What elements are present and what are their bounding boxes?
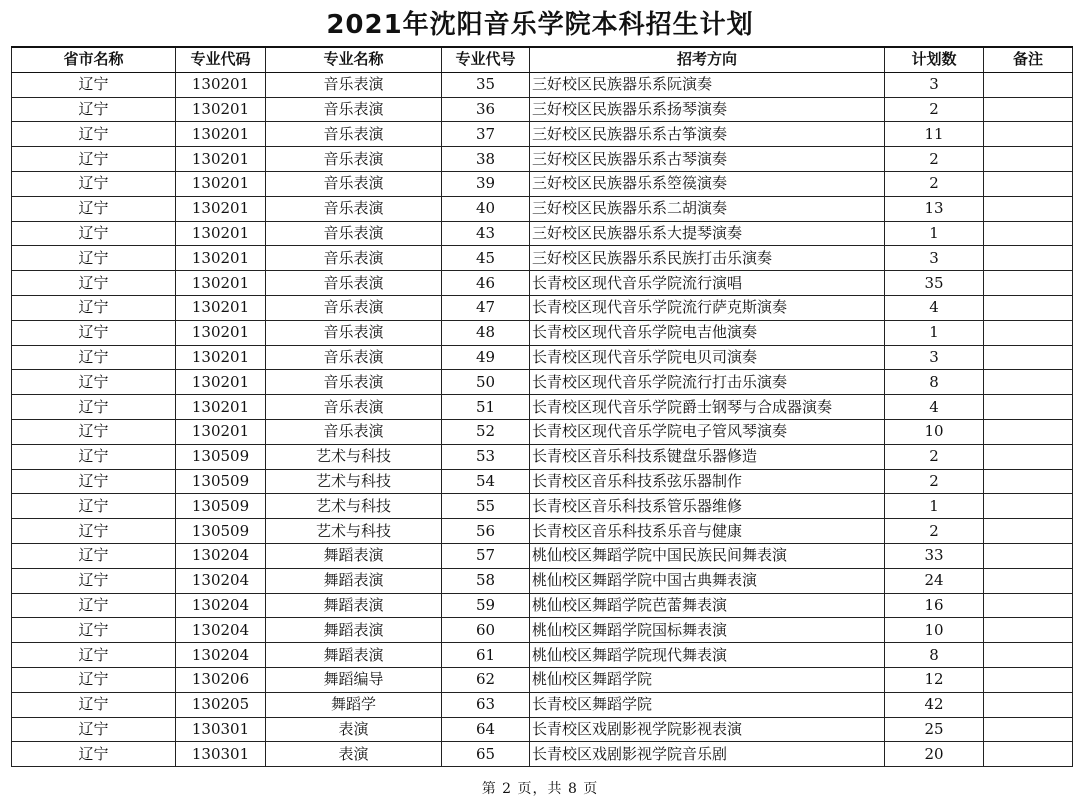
cell-major-number: 36 — [442, 97, 530, 122]
cell-remarks — [984, 72, 1073, 97]
cell-major-name: 表演 — [266, 742, 442, 767]
header-plan-count: 计划数 — [885, 47, 984, 72]
cell-remarks — [984, 271, 1073, 296]
cell-plan-count: 10 — [885, 618, 984, 643]
cell-province: 辽宁 — [12, 147, 176, 172]
table-row — [12, 97, 1073, 122]
cell-plan-count: 35 — [885, 271, 984, 296]
cell-province: 辽宁 — [12, 494, 176, 519]
cell-major-number: 65 — [442, 742, 530, 767]
cell-plan-count: 2 — [885, 97, 984, 122]
table-row — [12, 667, 1073, 692]
cell-remarks — [984, 494, 1073, 519]
cell-plan-count: 33 — [885, 543, 984, 568]
cell-major-name: 音乐表演 — [266, 271, 442, 296]
table-row — [12, 643, 1073, 668]
cell-remarks — [984, 97, 1073, 122]
cell-direction: 三好校区民族器乐系古筝演奏 — [530, 122, 885, 147]
cell-major-name: 音乐表演 — [266, 320, 442, 345]
cell-major-name: 音乐表演 — [266, 122, 442, 147]
cell-major-number: 43 — [442, 221, 530, 246]
cell-major-code: 130206 — [176, 667, 266, 692]
cell-direction: 长青校区现代音乐学院电吉他演奏 — [530, 320, 885, 345]
table-row — [12, 717, 1073, 742]
cell-direction: 长青校区音乐科技系管乐器维修 — [530, 494, 885, 519]
cell-major-number: 35 — [442, 72, 530, 97]
cell-remarks — [984, 519, 1073, 544]
cell-direction: 三好校区民族器乐系大提琴演奏 — [530, 221, 885, 246]
table-row — [12, 444, 1073, 469]
cell-direction: 桃仙校区舞蹈学院国标舞表演 — [530, 618, 885, 643]
cell-major-code: 130201 — [176, 419, 266, 444]
cell-major-code: 130201 — [176, 246, 266, 271]
cell-plan-count: 25 — [885, 717, 984, 742]
enrollment-plan-table — [11, 46, 1073, 767]
table-row — [12, 395, 1073, 420]
cell-major-code: 130205 — [176, 692, 266, 717]
cell-direction: 长青校区音乐科技系键盘乐器修造 — [530, 444, 885, 469]
cell-province: 辽宁 — [12, 395, 176, 420]
cell-major-code: 130201 — [176, 295, 266, 320]
cell-province: 辽宁 — [12, 469, 176, 494]
cell-plan-count: 8 — [885, 643, 984, 668]
table-row — [12, 295, 1073, 320]
cell-major-name: 舞蹈表演 — [266, 543, 442, 568]
cell-major-code: 130201 — [176, 196, 266, 221]
cell-major-code: 130201 — [176, 271, 266, 296]
cell-major-number: 49 — [442, 345, 530, 370]
cell-plan-count: 3 — [885, 345, 984, 370]
cell-province: 辽宁 — [12, 444, 176, 469]
cell-major-code: 130201 — [176, 320, 266, 345]
cell-major-code: 130201 — [176, 147, 266, 172]
header-major-number: 专业代号 — [442, 47, 530, 72]
cell-direction: 桃仙校区舞蹈学院中国古典舞表演 — [530, 568, 885, 593]
table-row — [12, 196, 1073, 221]
cell-major-code: 130509 — [176, 469, 266, 494]
table-row — [12, 122, 1073, 147]
cell-remarks — [984, 295, 1073, 320]
table-row — [12, 692, 1073, 717]
cell-major-name: 舞蹈编导 — [266, 667, 442, 692]
cell-major-name: 音乐表演 — [266, 72, 442, 97]
cell-major-number: 62 — [442, 667, 530, 692]
cell-remarks — [984, 692, 1073, 717]
cell-plan-count: 16 — [885, 593, 984, 618]
cell-major-code: 130201 — [176, 370, 266, 395]
cell-major-name: 音乐表演 — [266, 246, 442, 271]
cell-remarks — [984, 345, 1073, 370]
cell-direction: 长青校区现代音乐学院电贝司演奏 — [530, 345, 885, 370]
cell-plan-count: 11 — [885, 122, 984, 147]
cell-major-number: 48 — [442, 320, 530, 345]
header-direction: 招考方向 — [530, 47, 885, 72]
cell-major-code: 130201 — [176, 122, 266, 147]
cell-major-code: 130201 — [176, 395, 266, 420]
cell-plan-count: 2 — [885, 469, 984, 494]
header-province: 省市名称 — [12, 47, 176, 72]
cell-major-name: 艺术与科技 — [266, 444, 442, 469]
cell-province: 辽宁 — [12, 643, 176, 668]
cell-province: 辽宁 — [12, 568, 176, 593]
cell-direction: 长青校区戏剧影视学院音乐剧 — [530, 742, 885, 767]
cell-plan-count: 8 — [885, 370, 984, 395]
table-row — [12, 618, 1073, 643]
cell-plan-count: 10 — [885, 419, 984, 444]
cell-major-number: 40 — [442, 196, 530, 221]
cell-province: 辽宁 — [12, 196, 176, 221]
cell-province: 辽宁 — [12, 345, 176, 370]
header-remarks: 备注 — [984, 47, 1073, 72]
cell-province: 辽宁 — [12, 72, 176, 97]
cell-major-number: 54 — [442, 469, 530, 494]
cell-major-number: 59 — [442, 593, 530, 618]
cell-remarks — [984, 419, 1073, 444]
cell-major-code: 130201 — [176, 345, 266, 370]
cell-major-name: 音乐表演 — [266, 295, 442, 320]
cell-major-name: 舞蹈表演 — [266, 568, 442, 593]
cell-province: 辽宁 — [12, 667, 176, 692]
cell-province: 辽宁 — [12, 122, 176, 147]
cell-major-name: 音乐表演 — [266, 97, 442, 122]
cell-province: 辽宁 — [12, 271, 176, 296]
cell-direction: 长青校区戏剧影视学院影视表演 — [530, 717, 885, 742]
cell-major-number: 53 — [442, 444, 530, 469]
cell-plan-count: 2 — [885, 171, 984, 196]
cell-province: 辽宁 — [12, 742, 176, 767]
table-row — [12, 246, 1073, 271]
cell-province: 辽宁 — [12, 593, 176, 618]
cell-direction: 三好校区民族器乐系民族打击乐演奏 — [530, 246, 885, 271]
cell-remarks — [984, 221, 1073, 246]
cell-province: 辽宁 — [12, 519, 176, 544]
cell-major-code: 130201 — [176, 221, 266, 246]
cell-remarks — [984, 444, 1073, 469]
table-row — [12, 419, 1073, 444]
cell-direction: 桃仙校区舞蹈学院现代舞表演 — [530, 643, 885, 668]
cell-major-number: 52 — [442, 419, 530, 444]
cell-province: 辽宁 — [12, 246, 176, 271]
cell-major-name: 音乐表演 — [266, 419, 442, 444]
cell-plan-count: 3 — [885, 246, 984, 271]
cell-plan-count: 4 — [885, 395, 984, 420]
cell-plan-count: 2 — [885, 444, 984, 469]
table-row — [12, 271, 1073, 296]
cell-direction: 长青校区现代音乐学院流行打击乐演奏 — [530, 370, 885, 395]
table-row — [12, 147, 1073, 172]
cell-direction: 长青校区现代音乐学院电子管风琴演奏 — [530, 419, 885, 444]
table-row — [12, 519, 1073, 544]
cell-direction: 桃仙校区舞蹈学院 — [530, 667, 885, 692]
cell-major-name: 表演 — [266, 717, 442, 742]
cell-major-name: 舞蹈表演 — [266, 593, 442, 618]
header-major-name: 专业名称 — [266, 47, 442, 72]
cell-plan-count: 2 — [885, 147, 984, 172]
cell-province: 辽宁 — [12, 171, 176, 196]
cell-remarks — [984, 742, 1073, 767]
cell-province: 辽宁 — [12, 692, 176, 717]
cell-province: 辽宁 — [12, 295, 176, 320]
cell-major-name: 音乐表演 — [266, 345, 442, 370]
cell-plan-count: 24 — [885, 568, 984, 593]
cell-remarks — [984, 717, 1073, 742]
cell-major-code: 130204 — [176, 543, 266, 568]
cell-major-number: 55 — [442, 494, 530, 519]
cell-major-name: 艺术与科技 — [266, 494, 442, 519]
cell-major-number: 56 — [442, 519, 530, 544]
cell-major-name: 艺术与科技 — [266, 519, 442, 544]
cell-plan-count: 42 — [885, 692, 984, 717]
table-row — [12, 742, 1073, 767]
cell-remarks — [984, 593, 1073, 618]
cell-major-name: 舞蹈学 — [266, 692, 442, 717]
cell-major-number: 39 — [442, 171, 530, 196]
page-footer: 第 2 页，共 8 页 — [481, 781, 599, 797]
cell-province: 辽宁 — [12, 320, 176, 345]
cell-direction: 长青校区舞蹈学院 — [530, 692, 885, 717]
cell-major-number: 60 — [442, 618, 530, 643]
cell-remarks — [984, 395, 1073, 420]
cell-major-code: 130204 — [176, 568, 266, 593]
cell-province: 辽宁 — [12, 717, 176, 742]
cell-major-number: 37 — [442, 122, 530, 147]
cell-direction: 长青校区现代音乐学院流行演唱 — [530, 271, 885, 296]
cell-major-name: 舞蹈表演 — [266, 643, 442, 668]
cell-major-number: 61 — [442, 643, 530, 668]
cell-major-name: 音乐表演 — [266, 370, 442, 395]
cell-major-code: 130301 — [176, 717, 266, 742]
cell-direction: 三好校区民族器乐系古琴演奏 — [530, 147, 885, 172]
table-row — [12, 221, 1073, 246]
table-row — [12, 494, 1073, 519]
cell-remarks — [984, 171, 1073, 196]
table-row — [12, 171, 1073, 196]
cell-major-number: 51 — [442, 395, 530, 420]
cell-major-name: 音乐表演 — [266, 196, 442, 221]
cell-major-name: 艺术与科技 — [266, 469, 442, 494]
cell-remarks — [984, 370, 1073, 395]
cell-major-number: 50 — [442, 370, 530, 395]
cell-major-name: 舞蹈表演 — [266, 618, 442, 643]
cell-province: 辽宁 — [12, 97, 176, 122]
cell-direction: 三好校区民族器乐系二胡演奏 — [530, 196, 885, 221]
cell-major-number: 47 — [442, 295, 530, 320]
cell-plan-count: 12 — [885, 667, 984, 692]
cell-remarks — [984, 196, 1073, 221]
cell-direction: 三好校区民族器乐系扬琴演奏 — [530, 97, 885, 122]
cell-plan-count: 1 — [885, 221, 984, 246]
cell-plan-count: 3 — [885, 72, 984, 97]
cell-direction: 桃仙校区舞蹈学院芭蕾舞表演 — [530, 593, 885, 618]
cell-remarks — [984, 667, 1073, 692]
cell-plan-count: 1 — [885, 494, 984, 519]
cell-direction: 长青校区现代音乐学院流行萨克斯演奏 — [530, 295, 885, 320]
cell-direction: 长青校区音乐科技系乐音与健康 — [530, 519, 885, 544]
cell-major-code: 130509 — [176, 494, 266, 519]
cell-remarks — [984, 469, 1073, 494]
cell-remarks — [984, 643, 1073, 668]
cell-province: 辽宁 — [12, 543, 176, 568]
cell-direction: 三好校区民族器乐系阮演奏 — [530, 72, 885, 97]
cell-province: 辽宁 — [12, 221, 176, 246]
cell-major-code: 130201 — [176, 72, 266, 97]
cell-major-number: 38 — [442, 147, 530, 172]
cell-plan-count: 1 — [885, 320, 984, 345]
cell-province: 辽宁 — [12, 419, 176, 444]
cell-major-number: 58 — [442, 568, 530, 593]
cell-major-code: 130204 — [176, 618, 266, 643]
cell-remarks — [984, 122, 1073, 147]
cell-remarks — [984, 568, 1073, 593]
cell-major-code: 130301 — [176, 742, 266, 767]
cell-plan-count: 2 — [885, 519, 984, 544]
cell-major-code: 130509 — [176, 444, 266, 469]
cell-direction: 三好校区民族器乐系箜篌演奏 — [530, 171, 885, 196]
cell-province: 辽宁 — [12, 370, 176, 395]
cell-major-name: 音乐表演 — [266, 395, 442, 420]
cell-major-number: 46 — [442, 271, 530, 296]
table-row — [12, 568, 1073, 593]
cell-remarks — [984, 543, 1073, 568]
table-row — [12, 345, 1073, 370]
table-row — [12, 370, 1073, 395]
table-body — [12, 72, 1073, 766]
cell-major-name: 音乐表演 — [266, 221, 442, 246]
cell-province: 辽宁 — [12, 618, 176, 643]
cell-major-number: 64 — [442, 717, 530, 742]
page-title: 2021年沈阳音乐学院本科招生计划 — [326, 10, 754, 40]
cell-major-code: 130201 — [176, 97, 266, 122]
cell-direction: 桃仙校区舞蹈学院中国民族民间舞表演 — [530, 543, 885, 568]
cell-major-code: 130204 — [176, 643, 266, 668]
table-row — [12, 469, 1073, 494]
cell-direction: 长青校区音乐科技系弦乐器制作 — [530, 469, 885, 494]
table-row — [12, 543, 1073, 568]
cell-remarks — [984, 320, 1073, 345]
cell-major-name: 音乐表演 — [266, 147, 442, 172]
cell-direction: 长青校区现代音乐学院爵士钢琴与合成器演奏 — [530, 395, 885, 420]
cell-major-number: 45 — [442, 246, 530, 271]
table-header-row — [12, 47, 1073, 72]
cell-major-code: 130509 — [176, 519, 266, 544]
cell-major-name: 音乐表演 — [266, 171, 442, 196]
cell-major-number: 63 — [442, 692, 530, 717]
cell-plan-count: 20 — [885, 742, 984, 767]
cell-plan-count: 13 — [885, 196, 984, 221]
table-row — [12, 320, 1073, 345]
cell-plan-count: 4 — [885, 295, 984, 320]
cell-remarks — [984, 246, 1073, 271]
cell-remarks — [984, 618, 1073, 643]
cell-major-code: 130204 — [176, 593, 266, 618]
cell-major-number: 57 — [442, 543, 530, 568]
cell-major-code: 130201 — [176, 171, 266, 196]
cell-remarks — [984, 147, 1073, 172]
table-row — [12, 593, 1073, 618]
table-row — [12, 72, 1073, 97]
header-major-code: 专业代码 — [176, 47, 266, 72]
